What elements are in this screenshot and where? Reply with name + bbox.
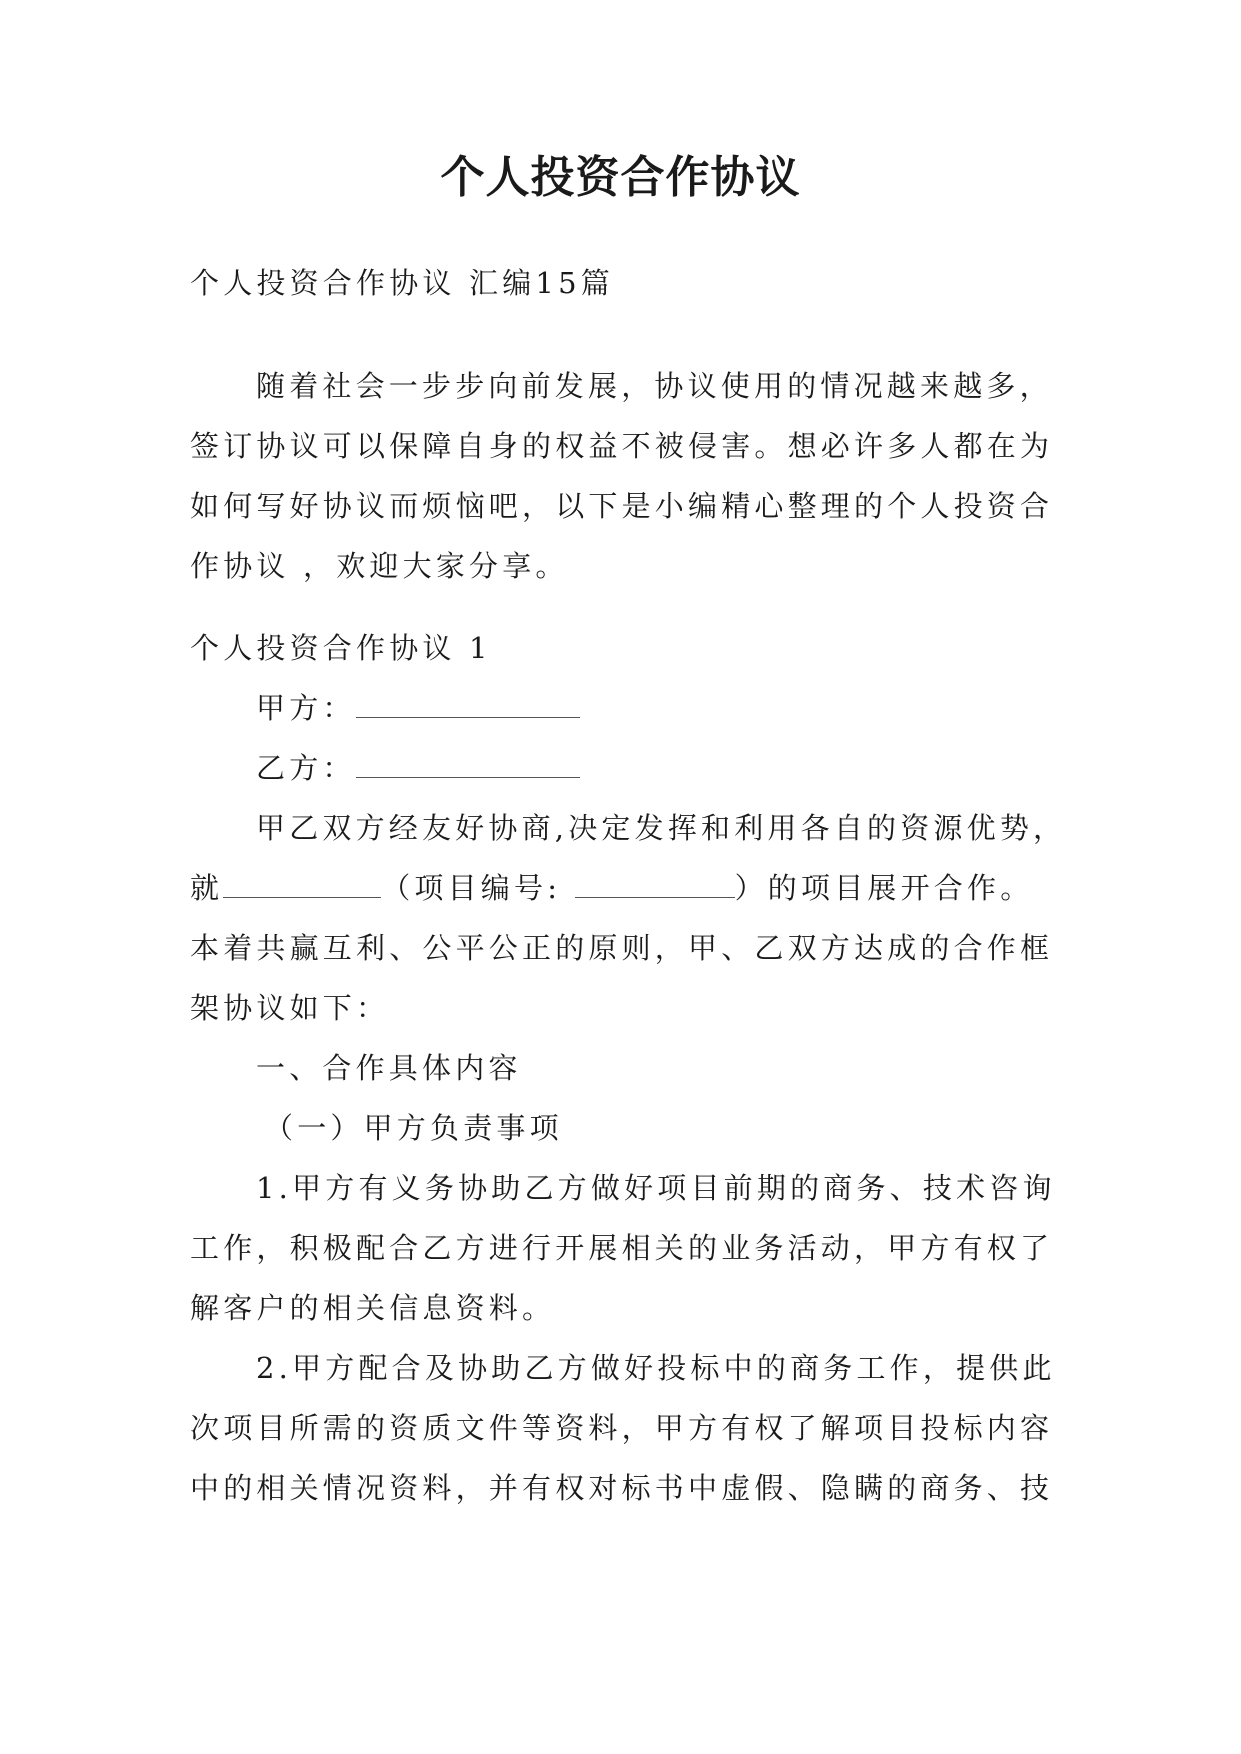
para1-line: 甲乙双方经友好协商,决定发挥和利用各自的资源优势， bbox=[256, 811, 1067, 845]
project-number-blank bbox=[575, 861, 735, 898]
item2-line: 2.甲方配合及协助乙方做好投标中的商务工作，提供此 bbox=[256, 1351, 1056, 1385]
party-b-label: 乙方： bbox=[256, 751, 356, 785]
para1-line: 本着共赢互利、公平公正的原则，甲、乙双方达成的合作框 bbox=[190, 931, 1054, 965]
party-b-line bbox=[190, 738, 1060, 798]
intro-paragraph: 随着社会一步步向前发展，协议使用的情况越来越多， 签订协议可以保障自身的权益不被侵害。想必许多人都在为 如何写好协议而烦恼吧，以下是小编精心整理的个人投资合 作协议 ，欢迎大家分享。 bbox=[190, 369, 1054, 583]
agreement-section bbox=[190, 618, 1067, 1518]
para1-line: 就 （项目编号: ）的项目展开合作。 bbox=[190, 858, 1060, 918]
party-a-blank bbox=[356, 681, 580, 718]
party-a-label: 甲方： bbox=[256, 691, 356, 725]
heading-cooperation-content: 一、合作具体内容 bbox=[256, 1051, 522, 1085]
project-name-blank bbox=[223, 861, 381, 898]
heading-party-a-duties: （一）甲方负责事项 bbox=[264, 1111, 563, 1145]
item1-line: 解客户的相关信息资料。 bbox=[190, 1291, 556, 1325]
item2-line: 次项目所需的资质文件等资料，甲方有权了解项目投标内容 bbox=[190, 1411, 1054, 1445]
section-heading: 个人投资合作协议 1 bbox=[190, 631, 492, 665]
party-a-line bbox=[190, 678, 1060, 738]
item2-line: 中的相关情况资料，并有权对标书中虚假、隐瞒的商务、技 bbox=[190, 1471, 1054, 1505]
para1-line: 架协议如下： bbox=[190, 991, 390, 1025]
document-subtitle: 个人投资合作协议 汇编15篇 bbox=[190, 266, 614, 300]
item1-line: 工作，积极配合乙方进行开展相关的业务活动，甲方有权了 bbox=[190, 1231, 1054, 1265]
party-b-blank bbox=[356, 741, 580, 778]
item1-line: 1.甲方有义务协助乙方做好项目前期的商务、技术咨询 bbox=[256, 1171, 1056, 1205]
document-title: 个人投资合作协议 bbox=[440, 152, 801, 203]
